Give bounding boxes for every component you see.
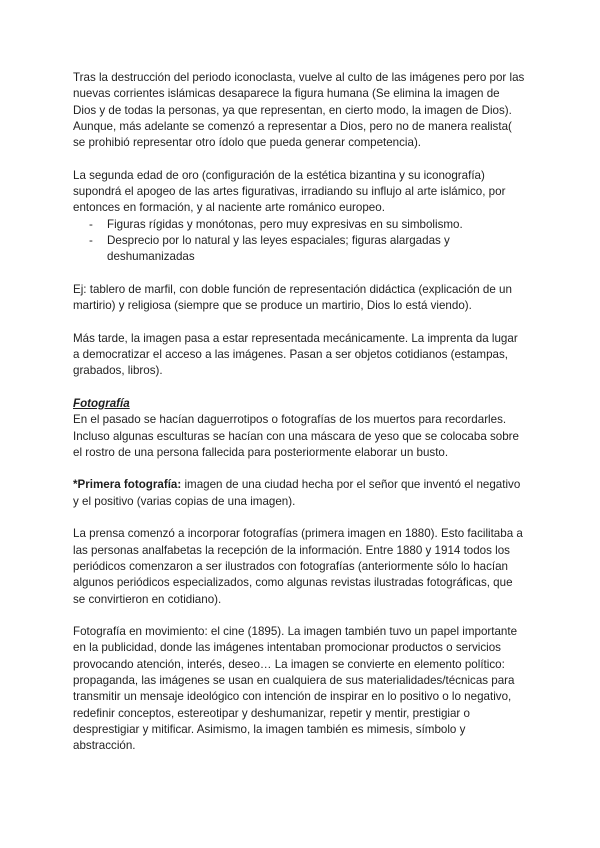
paragraph-segunda-edad-de-oro: La segunda edad de oro (configuración de la estética bizantina y su iconografía) supondrá el apogeo de las artes figurativas, irradiando su influjo al arte islámico, por entonces en formación, y al naciente arte románico europeo. — [73, 168, 506, 215]
paragraph-primera-fotografia — [73, 477, 526, 510]
section-fotografia — [73, 396, 526, 461]
paragraph-daguerrotipos: En el pasado se hacían daguerrotipos o fotografías de los muertos para recordarles. Incluso algunas esculturas se hacían con una máscara de yeso que se colocaba sobre el rostro de una persona fallecida para posteriormente elaborar un busto. — [73, 413, 519, 459]
list-item: - Figuras rígidas y monótonas, pero muy expresivas en su simbolismo. — [73, 217, 526, 233]
primera-fotografia-label: *Primera fotografía: — [73, 478, 182, 492]
primera-fotografia-text: imagen de una ciudad hecha por el señor que inventó el negativo y el positivo (varias copias de una imagen). — [73, 478, 521, 508]
section-heading-fotografia: Fotografía — [73, 396, 130, 410]
list-item: - Desprecio por lo natural y las leyes espaciales; figuras alargadas y deshumanizadas — [73, 233, 526, 266]
paragraph-cine: Fotografía en movimiento: el cine (1895). La imagen también tuvo un papel importante en la publicidad, donde las imágenes intentaban promocionar productos o servicios provocando atención, interés, deseo… La imagen se convierte en elemento político: propaganda, las imágenes se usan en cualquiera de sus materialidades/técnicas para transmitir un mensaje ideológico con intención de inspirar en lo positivo o lo negativo, redefinir conceptos, estereotipar y deshumanizar, repetir y mentir, prestigiar o desprestigiar y mitificar. Asimismo, la imagen también es mimesis, símbolo y abstracción. — [73, 625, 518, 753]
paragraph-iconoclasta: Tras la destrucción del periodo iconoclasta, vuelve al culto de las imágenes pero por las nuevas corrientes islámicas desaparece la figura humana (Se elimina la imagen de Dios y de todas la personas, ya que representan, en cierto modo, la imagen de Dios). Aunque, más adelante se comenzó a representar a Dios, pero no de manera realista( se prohibió representar otro ídolo que pueda generar competencia). — [73, 71, 525, 150]
paragraph-imprenta: Más tarde, la imagen pasa a estar representada mecánicamente. La imprenta da lugar a democratizar el acceso a las imágenes. Pasan a ser objetos cotidianos (estampas, grabados, libros). — [73, 331, 518, 378]
paragraph-tablero-de-marfil: Ej: tablero de marfil, con doble función de representación didáctica (explicación de un martirio) y religiosa (siempre que se produce un martirio, Dios lo está viendo). — [73, 282, 512, 313]
bullet-list — [73, 217, 526, 266]
paragraph-prensa: La prensa comenzó a incorporar fotografías (primera imagen en 1880). Esto facilitaba a las personas analfabetas la recepción de la información. Entre 1880 y 1914 todos los periódicos comenzaron a ser ilustrados con fotografías (anteriormente sólo lo hacían algunos periódicos especializados, como algunas revistas ilustradas fotográficas, que se convirtieron en cotidiano). — [73, 527, 523, 606]
